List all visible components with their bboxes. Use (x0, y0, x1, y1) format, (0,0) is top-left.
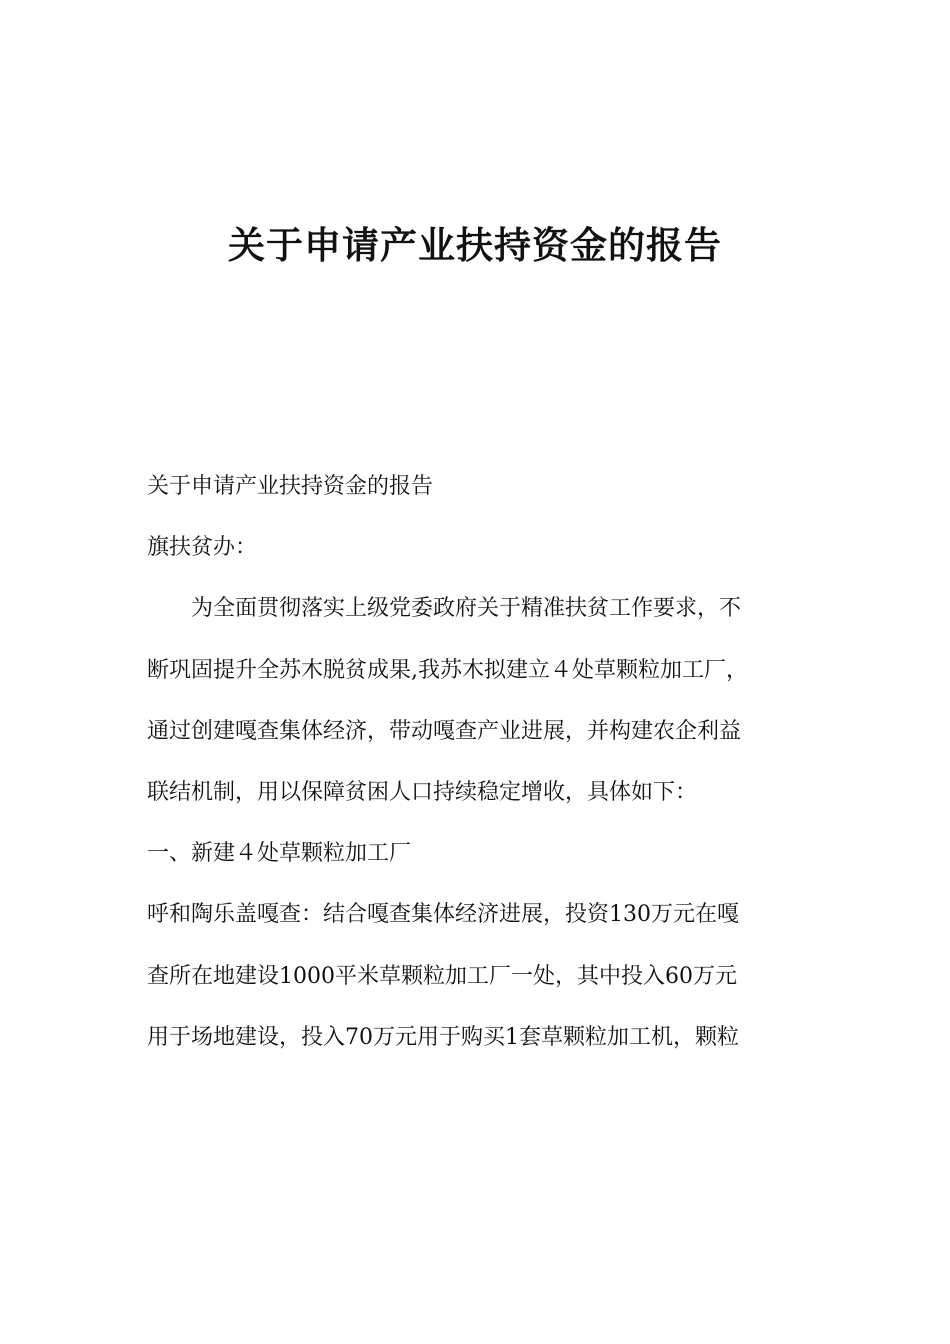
report-heading-line: 关于申请产业扶持资金的报告 (147, 474, 434, 499)
section-heading-line: 一、新建４处草颗粒加工厂 (147, 841, 412, 867)
paragraph-line: 呼和陶乐盖嘎查：结合嘎查集体经济进展，投资130万元在嘎 (147, 902, 739, 928)
paragraph-line: 断巩固提升全苏木脱贫成果,我苏木拟建立４处草颗粒加工厂， (147, 657, 748, 683)
paragraph-line: 用于场地建设，投入70万元用于购买1套草颗粒加工机，颗粒 (147, 1024, 739, 1050)
paragraph-line: 通过创建嘎查集体经济，带动嘎查产业进展，并构建农企利益 (147, 718, 742, 744)
paragraph-line: 联结机制，用以保障贫困人口持续稳定增收，具体如下： (147, 779, 698, 805)
paragraph-line: 查所在地建设1000平米草颗粒加工厂一处，其中投入60万元 (147, 963, 737, 989)
document-body (147, 456, 807, 1068)
salutation-line: 旗扶贫办： (147, 535, 258, 561)
paragraph-line: 为全面贯彻落实上级党委政府关于精准扶贫工作要求，不 (147, 596, 742, 622)
document-title: 关于申请产业扶持资金的报告 (228, 224, 722, 267)
